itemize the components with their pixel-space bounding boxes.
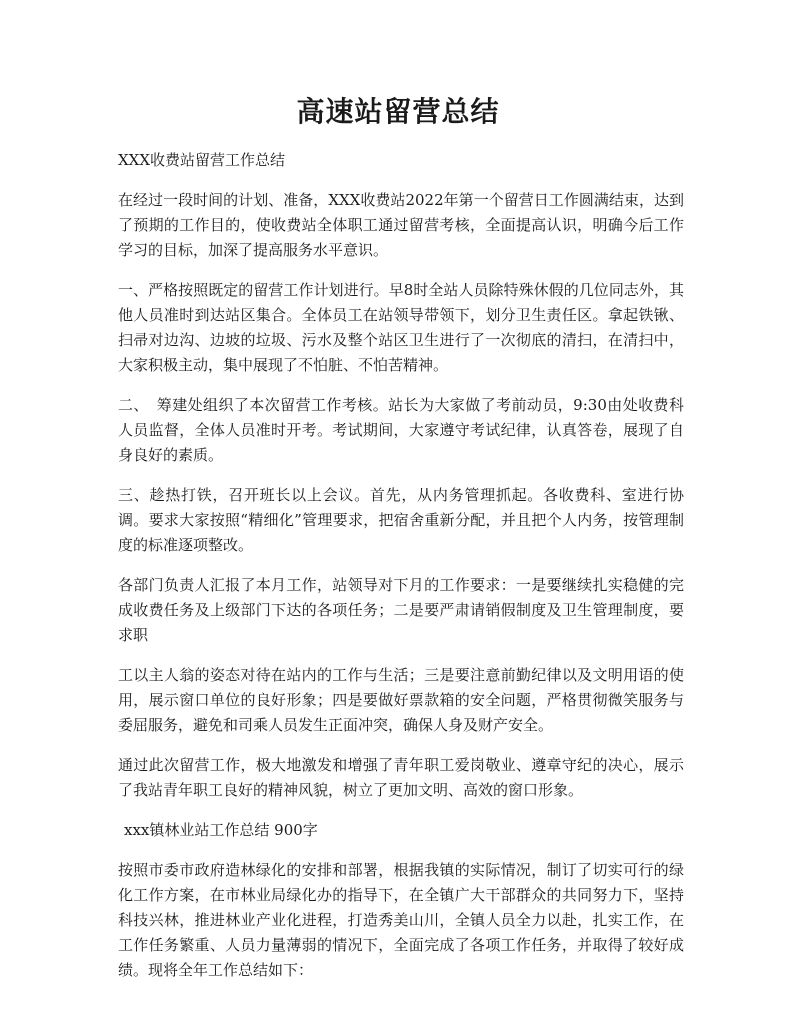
section-heading: XXX收费站留营工作总结 xyxy=(118,151,286,169)
section-heading: xxx镇林业站工作总结 900字 xyxy=(124,821,318,839)
document-body xyxy=(118,148,684,998)
document-title: 高速站留营总结 xyxy=(296,95,500,128)
paragraph: 通过此次留营工作，极大地激发和增强了青年职工爱岗敬业、遵章守纪的决心，展示了我站青年职工良好的精神风貌，树立了更加文明、高效的窗口形象。 xyxy=(118,756,684,799)
paragraph: 按照市委市政府造林绿化的安排和部署，根据我镇的实际情况，制订了切实可行的绿化工作方案，在市林业局绿化办的指导下，在全镇广大干部群众的共同努力下，坚持科技兴林，推进林业产业化进程，打造秀美山川，全镇人员全力以赴，扎实工作，在工作任务繁重、人员力量薄弱的情况下，全面完成了各项工作任务，并取得了较好成绩。现将全年工作总结如下： xyxy=(118,861,684,979)
paragraph: 三、趁热打铁，召开班长以上会议。首先，从内务管理抓起。各收费科、室进行协调。要求大家按照“精细化”管理要求，把宿舍重新分配，并且把个人内务，按管理制度的标准逐项整改。 xyxy=(118,486,684,554)
paragraph: 二、 筹建处组织了本次留营工作考核。站长为大家做了考前动员，9:30由处收费科人员监督，全体人员准时开考。考试期间，大家遵守考试纪律，认真答卷，展现了自身良好的素质。 xyxy=(118,396,684,464)
paragraph: 一、严格按照既定的留营工作计划进行。早8时全站人员除特殊休假的几位同志外，其他人员准时到达站区集合。全体员工在站领导带领下，划分卫生责任区。拿起铁锹、扫帚对边沟、边坡的垃圾、污水及整个站区卫生进行了一次彻底的清扫，在清扫中，大家积极主动，集中展现了不怕脏、不怕苦精神。 xyxy=(118,281,684,374)
paragraph: 在经过一段时间的计划、准备，XXX收费站2022年第一个留营日工作圆满结束，达到了预期的工作目的，使收费站全体职工通过留营考核，全面提高认识，明确今后工作学习的目标，加深了提高服务水平意识。 xyxy=(118,191,684,259)
paragraph: 各部门负责人汇报了本月工作，站领导对下月的工作要求：一是要继续扎实稳健的完成收费任务及上级部门下达的各项任务；二是要严肃请销假制度及卫生管理制度，要求职 xyxy=(118,576,684,644)
paragraph: 工以主人翁的姿态对待在站内的工作与生活；三是要注意前勤纪律以及文明用语的使用，展示窗口单位的良好形象；四是要做好票款箱的安全问题，严格贯彻微笑服务与委屈服务，避免和司乘人员发生正面冲突，确保人身及财产安全。 xyxy=(118,666,684,734)
